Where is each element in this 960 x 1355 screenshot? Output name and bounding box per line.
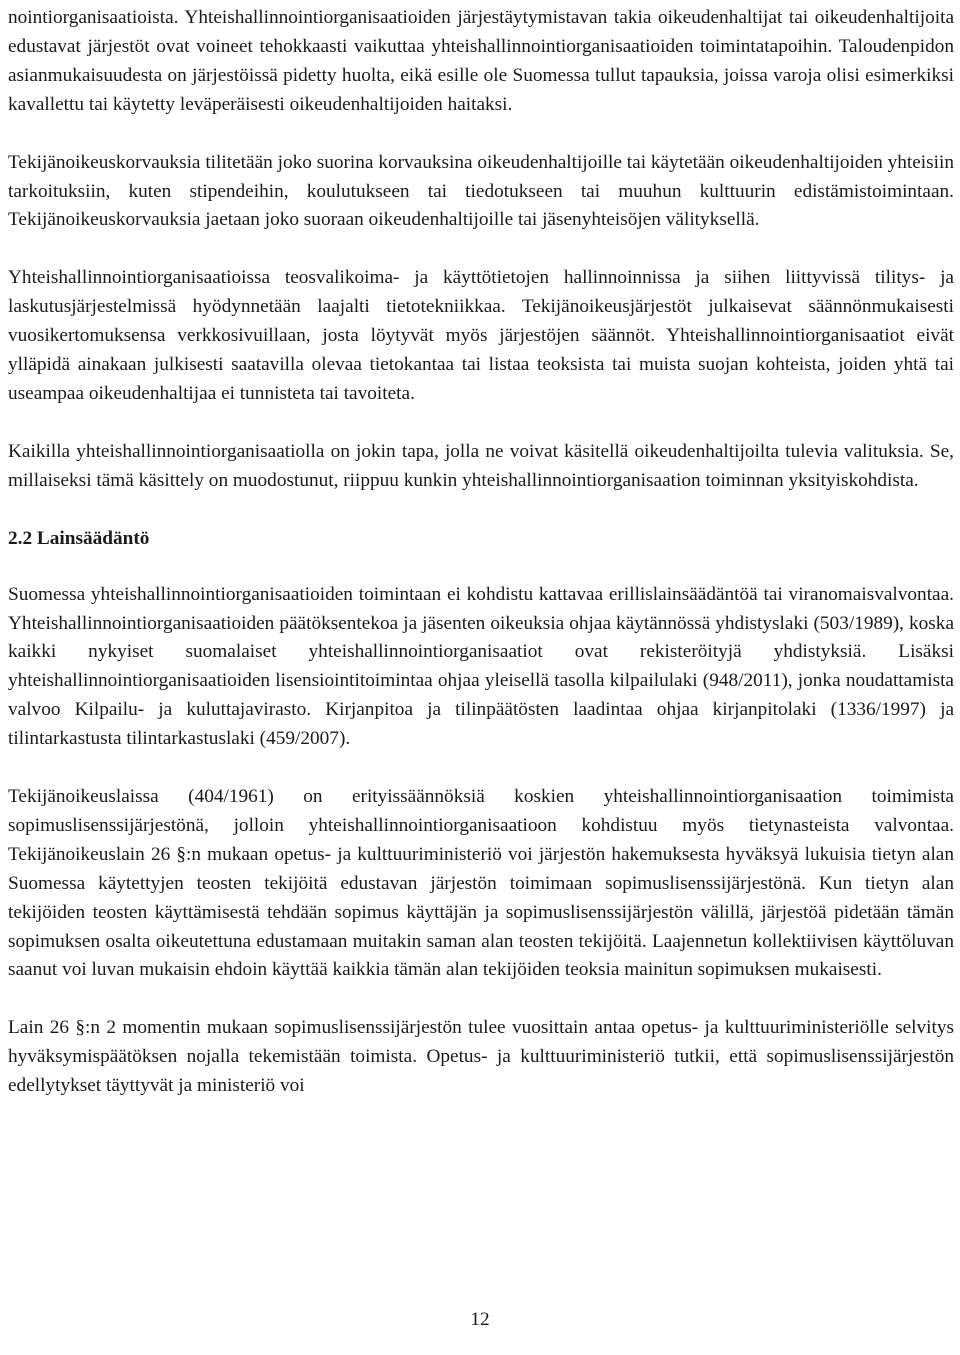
paragraph-1: nointiorganisaatioista. Yhteishallinnointiorganisaatioiden järjestäytymistavan takia oikeudenhaltijat tai oikeudenhaltijoita edustavat järjestöt ovat voineet tehokkaasti vaikuttaa yhteishallinnointiorganisaatioiden toimintatapoihin. Taloudenpidon asianmukaisuudesta on järjestöissä pidetty huolta, eikä esille ole Suomessa tullut tapauksia, joissa varoja olisi esimerkiksi kavallettu tai käytetty leväperäisesti oikeudenhaltijoiden haitaksi. [8, 7, 954, 115]
paragraph-2: Tekijänoikeuskorvauksia tilitetään joko suorina korvauksina oikeudenhaltijoille tai käytetään oikeudenhaltijoiden yhteisiin tarkoituksiin, kuten stipendeihin, koulutukseen tai tiedotukseen tai muuhun kulttuurin edistämistoimintaan. Tekijänoikeuskorvauksia jaetaan joko suoraan oikeudenhaltijoille tai jäsenyhteisöjen välityksellä. [8, 151, 954, 231]
section-paragraph-2: Tekijänoikeuslaissa (404/1961) on erityissäännöksiä koskien yhteishallinnointiorganisaation toimimista sopimuslisenssijärjestönä, jolloin yhteishallinnointiorganisaatioon kohdistuu myös tietynasteista valvontaa. Tekijänoikeuslain 26 §:n mukaan opetus- ja kulttuuriministeriö voi järjestön hakemuksesta hyväksyä lukuisia tietyn alan Suomessa käytettyjen teosten tekijöitä edustavan järjestön toimimaan sopimuslisenssijärjestönä. Kun tietyn alan tekijöiden teosten käyttämisestä tehdään sopimus käyttäjän ja sopimuslisenssijärjestön välillä, järjestöä pidetään tämän sopimuksen osalta oikeutettuna edustamaan muitakin saman alan teosten tekijöitä. Laajennetun kollektiivisen käyttöluvan saanut voi luvan mukaisin ehdoin käyttää kaikkia tämän alan tekijöiden teoksia mainitun sopimuksen mukaisesti. [8, 786, 954, 981]
paragraph-4: Kaikilla yhteishallinnointiorganisaatiolla on jokin tapa, jolla ne voivat käsitellä oikeudenhaltijoilta tulevia valituksia. Se, millaiseksi tämä käsittely on muodostunut, riippuu kunkin yhteishallinnointiorganisaation toiminnan yksityiskohdista. [8, 440, 954, 491]
section-paragraph-1: Suomessa yhteishallinnointiorganisaatioiden toimintaan ei kohdistu kattavaa erillislainsäädäntöä tai viranomaisvalvontaa. Yhteishallinnointiorganisaatioiden päätöksentekoa ja jäsenten oikeuksia ohjaa käytännössä yhdistyslaki (503/1989), koska kaikki nykyiset suomalaiset yhteishallinnointiorganisaatiot ovat rekisteröityjä yhdistyksiä. Lisäksi yhteishallinnointiorganisaatioiden lisensiointitoimintaa ohjaa yleisellä tasolla kilpailulaki (948/2011), jonka noudattamista valvoo Kilpailu- ja kuluttajavirasto. Kirjanpitoa ja tilinpäätösten laadintaa ohjaa kirjanpitolaki (1336/1997) ja tilintarkastusta tilintarkastuslaki (459/2007). [8, 583, 954, 750]
page-number: 12 [470, 1309, 490, 1330]
section-paragraph-3: Lain 26 §:n 2 momentin mukaan sopimuslisenssijärjestön tulee vuosittain antaa opetus- ja kulttuuriministeriölle selvitys hyväksymispäätöksen nojalla tekemistään toimista. Opetus- ja kulttuuriministeriö tutkii, että sopimuslisenssijärjestön edellytykset täyttyvät ja ministeriö voi [8, 1017, 954, 1097]
document-page [8, 4, 954, 1130]
section-heading: 2.2 Lainsäädäntö [8, 527, 150, 549]
paragraph-3: Yhteishallinnointiorganisaatioissa teosvalikoima- ja käyttötietojen hallinnoinnissa ja siihen liittyvissä tilitys- ja laskutusjärjestelmissä hyödynnetään laajalti tietotekniikkaa. Tekijänoikeusjärjestöt julkaisevat säännönmukaisesti vuosikertomuksensa verkkosivuillaan, josta löytyvät myös järjestöjen säännöt. Yhteishallinnointiorganisaatiot eivät ylläpidä ainakaan julkisesti saatavilla olevaa tietokantaa tai listaa teoksista tai muista suojan kohteista, joiden yhtä tai useampaa oikeudenhaltijaa ei tunnisteta tai tavoiteta. [8, 267, 954, 404]
